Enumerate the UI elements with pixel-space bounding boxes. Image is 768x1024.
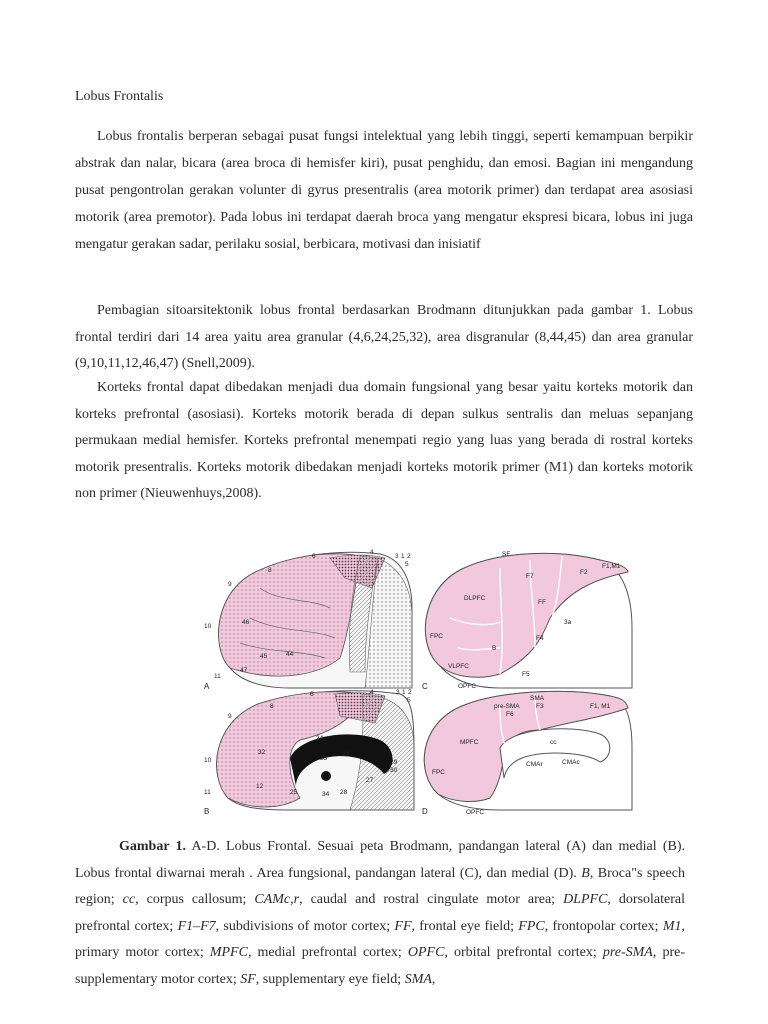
svg-text:OPFC: OPFC <box>458 683 477 690</box>
panel-a-lateral-brodmann <box>204 549 412 691</box>
svg-text:25: 25 <box>290 789 298 796</box>
svg-text:4: 4 <box>370 689 374 696</box>
svg-text:1: 1 <box>402 689 406 696</box>
svg-text:30: 30 <box>390 767 398 774</box>
svg-text:OPFC: OPFC <box>466 809 485 816</box>
caption-label: Gambar 1. <box>119 839 187 854</box>
svg-text:4: 4 <box>370 549 374 556</box>
svg-text:pre-SMA: pre-SMA <box>494 703 520 710</box>
svg-text:9: 9 <box>228 713 232 720</box>
svg-text:27: 27 <box>366 777 374 784</box>
panel-d-medial-functional <box>422 691 632 816</box>
svg-text:3: 3 <box>396 689 400 696</box>
svg-text:47: 47 <box>240 667 248 674</box>
figure-caption: Gambar 1. A-D. Lobus Frontal. Sesuai peta Brodmann, pandangan lateral (A) dan medial (B). Lobus frontal diwarnai merah . Area fungsional, pandangan lateral (C), dan medial (D). B, Broca"s speech region; cc, corpus callosum; CAMc,r, caudal and rostral cingulate motor area; DLPFC, dorsolateral prefrontal cortex; F1–F7, subdivisions of motor cortex; FF, frontal eye field; FPC, frontopolar cortex; M1, primary motor cortex; MPFC, medial prefrontal cortex; OPFC, orbital prefrontal cortex; pre-SMA, pre- supplementary motor cortex; SF, supplementary eye field; SMA, <box>75 839 685 987</box>
svg-text:5: 5 <box>407 697 411 704</box>
svg-text:MPFC: MPFC <box>460 739 479 746</box>
svg-text:11: 11 <box>204 789 211 796</box>
svg-text:D: D <box>422 807 428 816</box>
svg-text:CMAr: CMAr <box>526 761 543 768</box>
svg-text:F6: F6 <box>506 711 514 718</box>
svg-text:5: 5 <box>405 561 409 568</box>
svg-text:C: C <box>422 682 428 691</box>
svg-text:F5: F5 <box>522 671 530 678</box>
svg-text:B: B <box>492 645 497 652</box>
svg-text:F2: F2 <box>580 569 588 576</box>
svg-text:2: 2 <box>408 689 412 696</box>
svg-text:3: 3 <box>395 553 399 560</box>
svg-text:FPC: FPC <box>432 769 445 776</box>
svg-text:34: 34 <box>322 791 330 798</box>
svg-text:VLPFC: VLPFC <box>448 663 469 670</box>
svg-text:B: B <box>204 807 210 816</box>
svg-text:FPC: FPC <box>430 633 443 640</box>
panel-a-label: A <box>204 682 210 691</box>
svg-text:29: 29 <box>390 759 398 766</box>
svg-text:10: 10 <box>204 623 212 630</box>
panel-b-medial-brodmann <box>204 689 414 816</box>
paragraph-function: Lobus frontalis berperan sebagai pusat fungsi intelektual yang lebih tinggi, seperti kemampuan berpikir abstrak dan nalar, bicara (area broca di hemisfer kiri), pusat penghidu, dan emosi. Bagian ini mengandung pusat pengontrolan gerakan volunter di gyrus presentralis (area motorik primer) dan terdapat area asosiasi motorik (area premotor). Pada lobus ini terdapat daerah broca yang mengatur ekspresi bicara, lobus ini juga mengatur gerakan sadar, perilaku sosial, berbicara, motivasi dan inisiatif <box>75 129 693 252</box>
svg-text:10: 10 <box>204 757 212 764</box>
svg-text:8: 8 <box>268 567 272 574</box>
svg-text:11: 11 <box>214 673 221 680</box>
svg-text:44: 44 <box>286 651 294 658</box>
svg-text:45: 45 <box>260 653 268 660</box>
svg-text:1: 1 <box>401 553 405 560</box>
panel-c-lateral-functional <box>422 551 632 691</box>
svg-text:CMAc: CMAc <box>562 759 580 766</box>
svg-text:28: 28 <box>340 789 348 796</box>
svg-text:cc: cc <box>550 739 557 746</box>
svg-text:33: 33 <box>320 755 328 762</box>
svg-text:SF: SF <box>502 551 511 558</box>
svg-text:23: 23 <box>342 751 350 758</box>
svg-text:DLPFC: DLPFC <box>464 595 486 602</box>
svg-text:F4: F4 <box>536 635 544 642</box>
paragraph-brodmann: Pembagian sitoarsitektonik lobus frontal berdasarkan Brodmann ditunjukkan pada gambar 1. Lobus frontal terdiri dari 14 area yaitu area granular (4,6,24,25,32), area disgranular (8,44,45) dan area granular (9,10,11,12,46,47) (Snell,2009). <box>75 303 693 371</box>
svg-text:32: 32 <box>258 749 266 756</box>
svg-text:2: 2 <box>407 553 411 560</box>
svg-text:SMA: SMA <box>530 695 545 702</box>
svg-text:F1,M1: F1,M1 <box>602 563 621 570</box>
svg-text:6: 6 <box>310 691 314 698</box>
svg-text:3a: 3a <box>564 619 572 626</box>
svg-text:F1, M1: F1, M1 <box>590 703 611 710</box>
svg-text:8: 8 <box>270 703 274 710</box>
paragraph-domains: Korteks frontal dapat dibedakan menjadi dua domain fungsional yang besar yaitu korteks motorik dan korteks prefrontal (asosiasi). Korteks motorik berada di depan sulkus sentralis dan meluas sepanjang permukaan medial hemisfer. Korteks prefrontal menempati regio yang luas yang berada di rostral korteks motorik presentralis. Korteks motorik dibedakan menjadi korteks motorik primer (M1) dan korteks motorik non primer (Nieuwenhuys,2008). <box>75 380 693 501</box>
brain-figure <box>200 548 634 820</box>
svg-text:F3: F3 <box>536 703 544 710</box>
svg-text:12: 12 <box>256 783 264 790</box>
svg-text:F7: F7 <box>526 573 534 580</box>
svg-text:9: 9 <box>228 581 232 588</box>
svg-text:46: 46 <box>242 619 250 626</box>
svg-text:6: 6 <box>312 553 316 560</box>
svg-text:FF: FF <box>538 599 546 606</box>
svg-text:24: 24 <box>316 735 324 742</box>
section-heading: Lobus Frontalis <box>75 89 164 104</box>
